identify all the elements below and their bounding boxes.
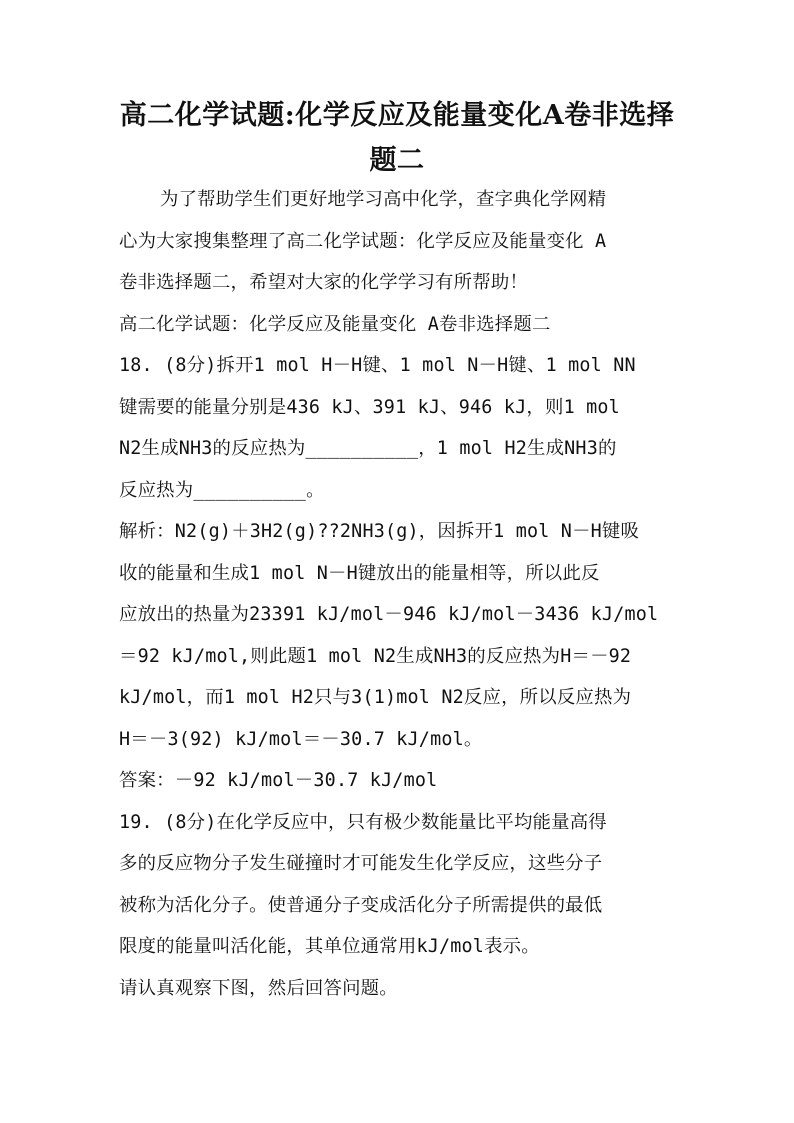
intro-line-3: 卷非选择题二，希望对大家的化学学习有所帮助！: [119, 272, 528, 293]
document-title-line-1: 高二化学试题:化学反应及能量变化A卷非选择: [119, 100, 675, 131]
question-19-line-1: 19. (8分)在化学反应中，只有极少数能量比平均能量高得: [119, 812, 607, 833]
analysis-line-2: 收的能量和生成1 mol N－H键放出的能量相等，所以此反: [119, 563, 600, 584]
question-18-line-1: 18. (8分)拆开1 mol H－H键、1 mol N－H键、1 mol NN: [119, 355, 636, 376]
intro-line-1: 为了帮助学生们更好地学习高中化学，查字典化学网精: [160, 189, 607, 210]
question-18-line-3: N2生成NH3的反应热为__________，1 mol H2生成NH3的: [119, 438, 617, 459]
question-19-line-3: 被称为活化分子。使普通分子变成活化分子所需提供的最低: [119, 895, 603, 916]
question-19-line-4: 限度的能量叫活化能，其单位通常用kJ/mol表示。: [119, 936, 540, 957]
answer-line: 答案：－92 kJ/mol－30.7 kJ/mol: [119, 770, 438, 791]
question-19-line-5: 请认真观察下图，然后回答问题。: [119, 978, 398, 999]
analysis-line-5: kJ/mol，而1 mol H2只与3(1)mol N2反应，所以反应热为: [119, 687, 632, 708]
question-19-line-2: 多的反应物分子发生碰撞时才可能发生化学反应，这些分子: [119, 853, 603, 874]
analysis-line-1: 解析：N2(g)＋3H2(g)??2NH3(g)，因拆开1 mol N－H键吸: [119, 521, 640, 542]
analysis-line-4: ＝92 kJ/mol,则此题1 mol N2生成NH3的反应热为H＝－92: [119, 646, 632, 667]
document-title-line-2: 题二: [369, 145, 425, 176]
question-18-line-2: 键需要的能量分别是436 kJ、391 kJ、946 kJ，则1 mol: [119, 397, 620, 418]
intro-line-2: 心为大家搜集整理了高二化学试题：化学反应及能量变化 A: [119, 231, 607, 252]
question-18-line-4: 反应热为__________。: [119, 480, 325, 501]
analysis-line-3: 应放出的热量为23391 kJ/mol－946 kJ/mol－3436 kJ/mol: [119, 604, 659, 625]
analysis-line-6: H＝－3(92) kJ/mol＝－30.7 kJ/mol。: [119, 729, 483, 750]
section-heading: 高二化学试题：化学反应及能量变化 A卷非选择题二: [119, 314, 551, 335]
